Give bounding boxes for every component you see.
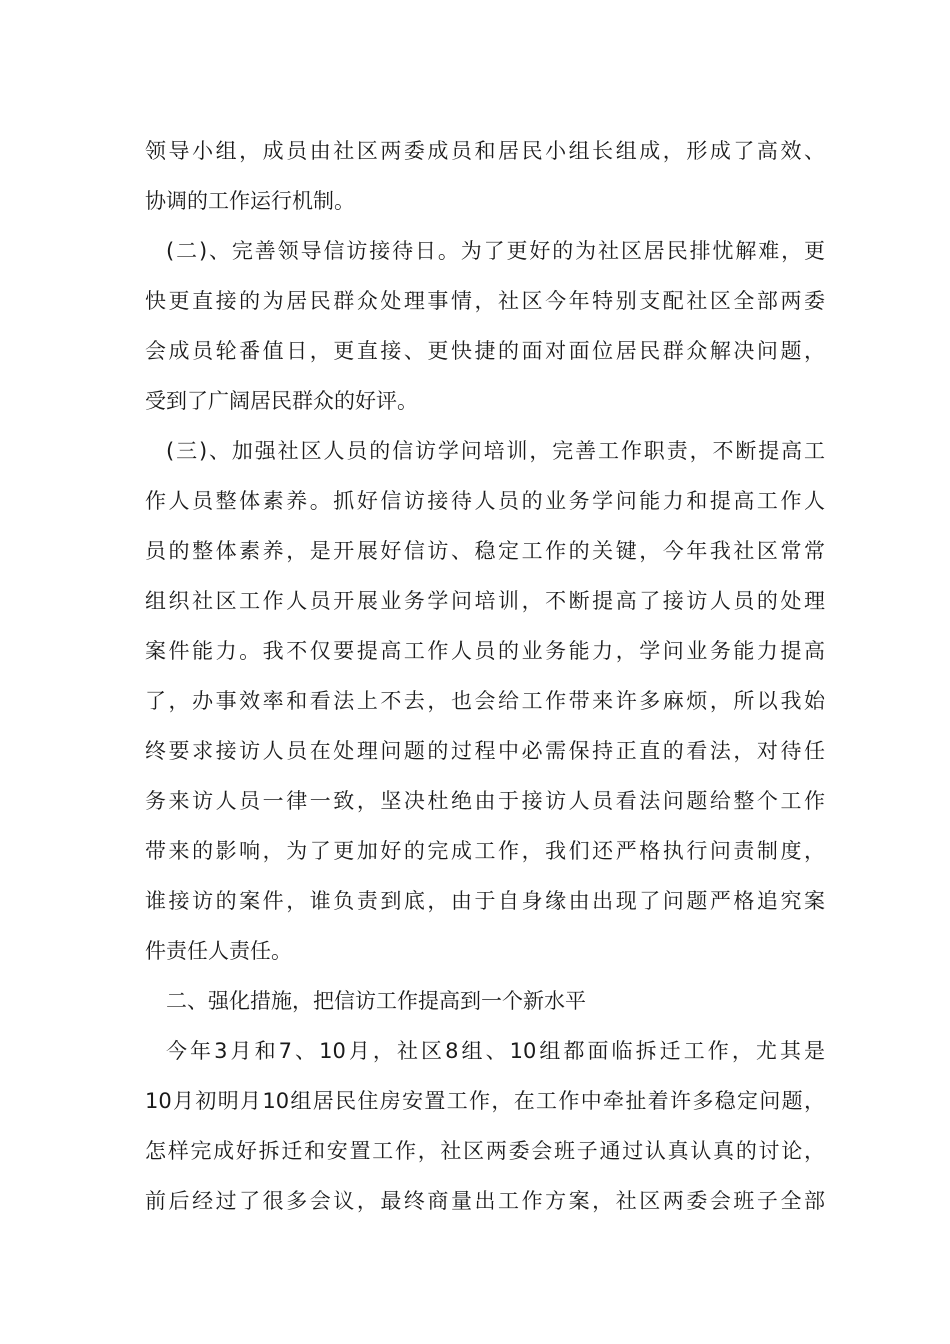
text-line: 了，办事效率和看法上不去，也会给工作带来许多麻烦，所以我始 xyxy=(145,689,825,713)
text-line: 今年3月和7、10月，社区8组、10组都面临拆迁工作，尤其是 xyxy=(166,1039,825,1063)
text-line: 作人员整体素养。抓好信访接待人员的业务学问能力和提高工作人 xyxy=(145,489,825,513)
text-line: 会成员轮番值日，更直接、更快捷的面对面位居民群众解决问题， xyxy=(145,339,825,363)
text-line: 快更直接的为居民群众处理事情，社区今年特别支配社区全部两委 xyxy=(145,289,825,313)
text-line: 案件能力。我不仅要提高工作人员的业务能力，学问业务能力提高 xyxy=(145,639,825,663)
section-heading-3: (三)、加强社区人员的信访学问培训，完善工作职责，不断提高工 xyxy=(166,439,825,463)
text-line: 件责任人责任。 xyxy=(145,939,292,963)
text-line: 协调的工作运行机制。 xyxy=(145,189,355,213)
text-line: 10月初明月10组居民住房安置工作，在工作中牵扯着许多稳定问题， xyxy=(145,1089,825,1113)
section-heading-2: (二)、完善领导信访接待日。为了更好的为社区居民排忧解难，更 xyxy=(166,239,825,263)
text-line: 务来访人员一律一致，坚决杜绝由于接访人员看法问题给整个工作 xyxy=(145,789,825,813)
text-line: 终要求接访人员在处理问题的过程中必需保持正直的看法，对待任 xyxy=(145,739,825,763)
text-line: 前后经过了很多会议，最终商量出工作方案，社区两委会班子全部 xyxy=(145,1189,825,1213)
text-line: 组织社区工作人员开展业务学问培训，不断提高了接访人员的处理 xyxy=(145,589,825,613)
text-line: 怎样完成好拆迁和安置工作，社区两委会班子通过认真认真的讨论， xyxy=(145,1139,825,1163)
section-heading-major: 二、强化措施，把信访工作提高到一个新水平 xyxy=(166,989,586,1013)
body-text xyxy=(145,126,825,1226)
text-line: 谁接访的案件，谁负责到底，由于自身缘由出现了问题严格追究案 xyxy=(145,889,825,913)
text-line: 领导小组，成员由社区两委成员和居民小组长组成，形成了高效、 xyxy=(145,139,825,163)
text-line: 带来的影响，为了更加好的完成工作，我们还严格执行问责制度， xyxy=(145,839,825,863)
text-line: 受到了广阔居民群众的好评。 xyxy=(145,389,418,413)
text-line: 员的整体素养，是开展好信访、稳定工作的关键，今年我社区常常 xyxy=(145,539,825,563)
